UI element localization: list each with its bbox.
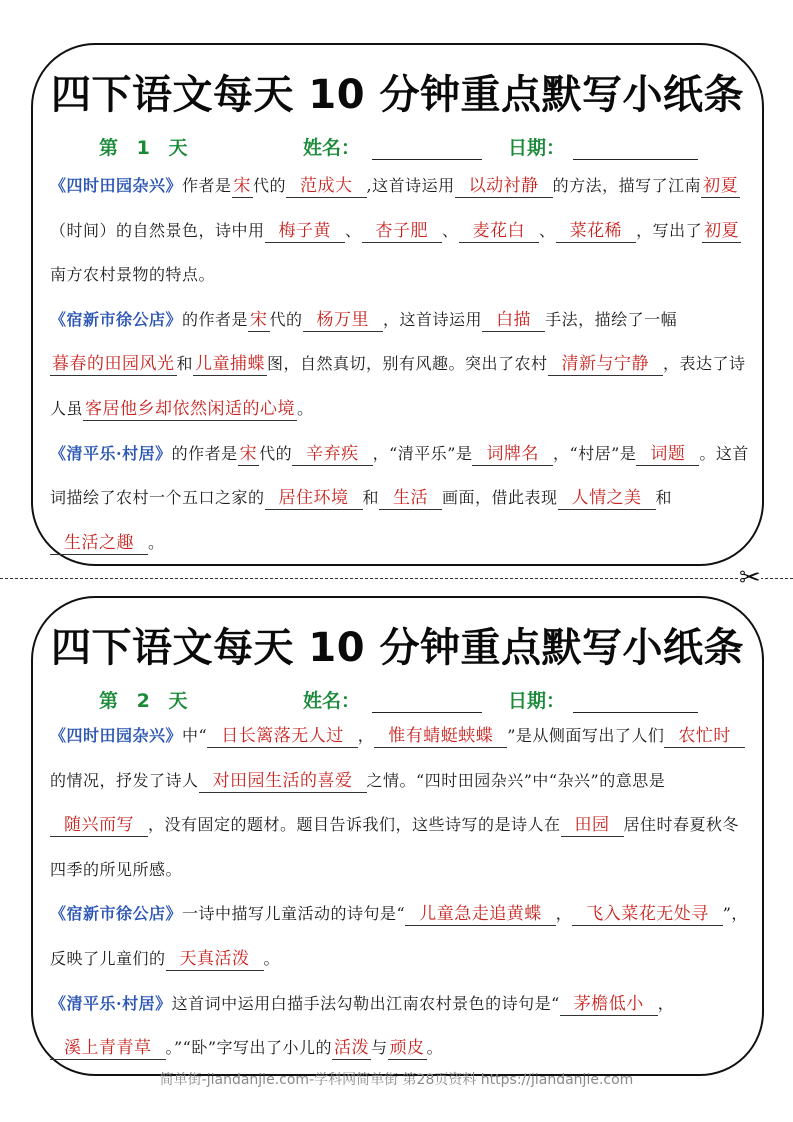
text: ”，反映了儿童们的 <box>50 904 748 968</box>
text: 一诗中描写儿童活动的诗句是“ <box>182 904 406 924</box>
paragraph-qingpingyue <box>50 432 750 566</box>
paragraph-suxinshi <box>50 298 750 432</box>
card-meta <box>99 133 719 161</box>
answer-blank: 初夏 <box>704 220 740 241</box>
text: ，“清平乐”是 <box>372 443 473 463</box>
answer-blank: 惟有蜻蜓蛱蝶 <box>374 725 507 748</box>
text: ，没有固定的题材。题目告诉我们，这些诗写的是诗人在 <box>148 815 561 835</box>
answer-blank: 杨万里 <box>303 309 384 332</box>
card-body <box>50 714 750 1071</box>
answer-blank: 溪上青青草 <box>50 1037 166 1060</box>
date-label: 日期： <box>508 690 566 712</box>
date-label: 日期： <box>508 137 566 159</box>
answer-blank: 田园 <box>561 814 624 837</box>
text: 。这首词描绘了农村一个五口之家的 <box>50 443 749 508</box>
answer-blank: 初夏 <box>703 176 739 196</box>
answer-blank: 生活之趣 <box>50 532 148 555</box>
text: 图，自然真切，别有风趣。突出了农村 <box>267 354 548 374</box>
poem-title: 《清平乐·村居》 <box>50 993 172 1013</box>
text: 的情况，抒发了诗人 <box>50 770 199 790</box>
card-title: 四下语文每天 10 分钟重点默写小纸条 <box>50 625 744 671</box>
text: 。 <box>426 1038 444 1058</box>
card-meta <box>99 686 719 714</box>
paragraph-suxinshi <box>50 892 750 981</box>
date-field-line[interactable] <box>573 712 698 713</box>
answer-blank: 白描 <box>482 309 545 332</box>
text: 这首词中运用白描手法勾勒出江南农村景色的诗句是“ <box>171 993 560 1013</box>
text: 的作者是 <box>182 309 249 329</box>
answer-blank: 茅檐低小 <box>560 993 658 1016</box>
answer-blank: 宋 <box>233 176 252 196</box>
name-label: 姓名： <box>303 137 361 159</box>
text: 的作者是 <box>171 443 238 463</box>
card-body <box>50 164 750 565</box>
day-label: 第 1 天 <box>99 137 194 159</box>
text: ，写出了 <box>636 220 703 240</box>
text: 与 <box>371 1038 388 1058</box>
text: 作者是 <box>182 176 232 195</box>
answer-blank: 飞入菜花无处寻 <box>572 903 723 926</box>
answer-blank: 人情之美 <box>558 487 656 510</box>
text: 、 <box>539 220 556 240</box>
poem-title: 《宿新市徐公店》 <box>50 309 183 329</box>
day-label: 第 2 天 <box>99 690 194 712</box>
card-title: 四下语文每天 10 分钟重点默写小纸条 <box>50 72 744 118</box>
answer-blank: 天真活泼 <box>166 948 264 971</box>
text: 。”“卧”字写出了小儿的 <box>165 1038 333 1058</box>
answer-blank: 词牌名 <box>472 443 553 466</box>
text: 画面，借此表现 <box>442 488 558 508</box>
answer-blank: 对田园生活的喜爱 <box>199 770 367 793</box>
paragraph-sishi <box>50 714 750 892</box>
text: 、 <box>442 220 459 240</box>
answer-blank: 儿童捕蝶 <box>195 354 266 375</box>
answer-blank: 杏子肥 <box>362 220 443 243</box>
answer-blank: 范成大 <box>286 175 367 198</box>
answer-blank: 顽皮 <box>389 1038 425 1059</box>
text: ，表达了诗人虽 <box>50 354 746 418</box>
paragraph-qingpingyue <box>50 982 750 1071</box>
text: 和 <box>655 488 673 508</box>
answer-blank: 儿童急走追黄蝶 <box>405 903 556 926</box>
text: 、 <box>345 220 362 240</box>
footer-watermark: 简单街-jiandanjie.com-学科网简单街 第28页资料 https://jiandanjie.com <box>159 1072 634 1088</box>
cut-line <box>0 578 793 579</box>
answer-blank: 生活 <box>379 487 442 510</box>
poem-title: 《宿新市徐公店》 <box>50 904 183 924</box>
text: 手法，描绘了一幅 <box>545 309 678 329</box>
paragraph-sishi <box>50 164 750 298</box>
text: 和 <box>176 354 194 374</box>
text: ， <box>357 726 375 745</box>
text: 代的 <box>269 309 303 329</box>
answer-blank: 随兴而写 <box>50 814 148 837</box>
scissors-icon: ✂ <box>739 563 761 593</box>
text: 之情。“四时田园杂兴”中“杂兴”的意思是 <box>366 770 666 790</box>
answer-blank: 客居他乡却依然闲适的心境 <box>85 398 296 419</box>
answer-blank: 清新与宁静 <box>548 353 664 376</box>
answer-blank: 以动衬静 <box>455 175 553 198</box>
answer-blank: 菜花稀 <box>556 220 637 243</box>
text: ,这首诗运用 <box>366 176 455 195</box>
poem-title: 《四时田园杂兴》 <box>50 176 183 195</box>
answer-blank: 日长篱落无人过 <box>207 725 358 748</box>
poem-title: 《清平乐·村居》 <box>50 443 172 463</box>
date-field-line[interactable] <box>573 159 698 160</box>
answer-blank: 麦花白 <box>459 220 540 243</box>
text: 代的 <box>253 176 287 195</box>
text: 和 <box>362 488 380 508</box>
text: ”是从侧面写出了人们 <box>507 726 665 745</box>
note-card-day-2 <box>31 596 764 1076</box>
answer-blank: 农忙时 <box>664 725 745 748</box>
answer-blank: 暮春的田园风光 <box>52 354 175 375</box>
answer-blank: 梅子黄 <box>265 220 346 243</box>
answer-blank: 辛弃疾 <box>292 443 373 466</box>
text: 。 <box>297 398 314 418</box>
text: 居住时春夏秋冬四季的所见所感。 <box>50 815 740 879</box>
answer-blank: 宋 <box>250 309 268 330</box>
answer-blank: 活泼 <box>334 1038 370 1059</box>
text: 的方法，描写了江南 <box>552 176 702 195</box>
name-field-line[interactable] <box>372 159 482 160</box>
text: ，“村居”是 <box>552 443 637 463</box>
text: ，这首诗运用 <box>383 309 483 329</box>
text: 南方农村景物的特点。 <box>50 265 216 285</box>
name-label: 姓名： <box>303 690 361 712</box>
text: 。 <box>263 948 281 968</box>
poem-title: 《四时田园杂兴》 <box>50 726 183 745</box>
name-field-line[interactable] <box>372 712 482 713</box>
text: 。 <box>148 532 165 552</box>
note-card-day-1 <box>31 43 764 566</box>
answer-blank: 宋 <box>239 443 258 464</box>
text: ， <box>555 904 573 924</box>
text: ， <box>657 993 675 1013</box>
answer-blank: 词题 <box>636 443 699 466</box>
text: 代的 <box>259 443 293 463</box>
text: （时间）的自然景色，诗中用 <box>50 220 265 240</box>
text: 中“ <box>182 726 208 745</box>
answer-blank: 居住环境 <box>265 487 363 510</box>
